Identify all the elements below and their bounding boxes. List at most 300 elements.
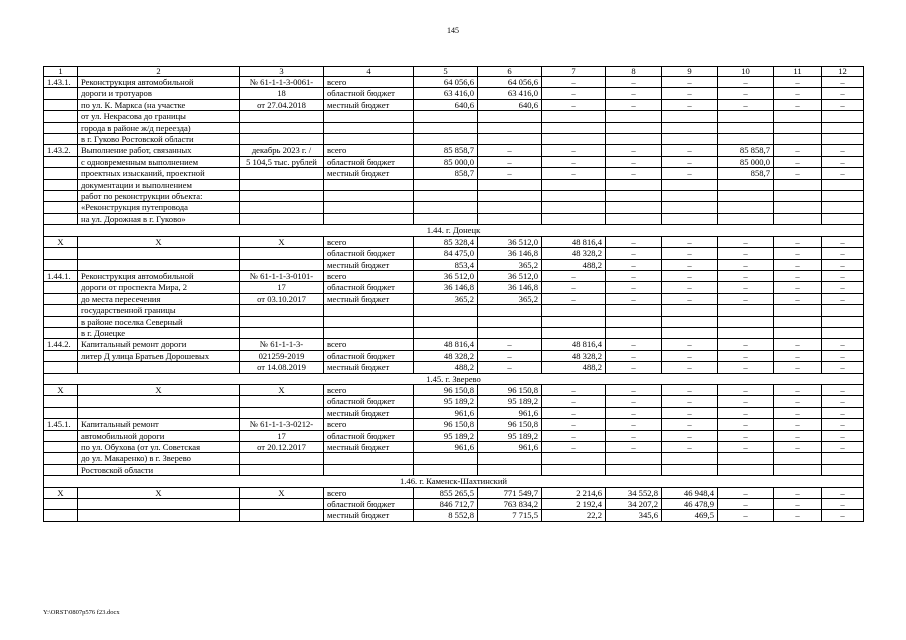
table-cell xyxy=(478,305,542,316)
table-cell: 1.44.1. xyxy=(44,270,78,281)
table-cell xyxy=(542,191,606,202)
table-cell: дороги и тротуаров xyxy=(78,88,240,99)
table-row xyxy=(44,202,864,213)
table-cell: – xyxy=(606,430,662,441)
table-cell xyxy=(774,464,822,475)
budget-table xyxy=(43,66,864,522)
table-cell xyxy=(774,213,822,224)
table-row xyxy=(44,293,864,304)
table-cell: – xyxy=(718,248,774,259)
table-cell xyxy=(78,396,240,407)
table-cell: автомобильной дороги xyxy=(78,430,240,441)
table-cell: – xyxy=(606,99,662,110)
table-cell xyxy=(718,327,774,338)
table-cell xyxy=(44,213,78,224)
table-cell: областной бюджет xyxy=(324,88,414,99)
table-cell: по ул. Обухова (от ул. Советская xyxy=(78,442,240,453)
table-cell: – xyxy=(542,99,606,110)
table-cell xyxy=(324,316,414,327)
table-cell: – xyxy=(478,145,542,156)
table-cell xyxy=(478,191,542,202)
table-cell: 18 xyxy=(240,88,324,99)
table-cell: – xyxy=(718,282,774,293)
table-cell xyxy=(44,362,78,373)
table-cell: местный бюджет xyxy=(324,407,414,418)
table-cell: «Реконструкция путепровода xyxy=(78,202,240,213)
table-cell: от 03.10.2017 xyxy=(240,293,324,304)
table-row xyxy=(44,442,864,453)
table-cell xyxy=(718,191,774,202)
table-cell xyxy=(78,510,240,521)
table-cell: – xyxy=(822,99,864,110)
table-cell xyxy=(774,327,822,338)
table-cell xyxy=(240,510,324,521)
table-cell: всего xyxy=(324,77,414,88)
table-cell: – xyxy=(822,350,864,361)
table-cell xyxy=(324,134,414,145)
table-cell: – xyxy=(662,270,718,281)
table-cell: 96 150,8 xyxy=(414,384,478,395)
table-cell: 34 207,2 xyxy=(606,499,662,510)
table-cell: – xyxy=(542,430,606,441)
table-cell: 5 104,5 тыс. рублей xyxy=(240,156,324,167)
table-cell: – xyxy=(542,407,606,418)
table-cell xyxy=(44,248,78,259)
table-cell: – xyxy=(606,88,662,99)
table-cell: – xyxy=(542,419,606,430)
table-cell: Х xyxy=(44,236,78,247)
table-cell: – xyxy=(478,339,542,350)
table-cell: – xyxy=(774,499,822,510)
table-cell xyxy=(324,179,414,190)
table-cell xyxy=(662,179,718,190)
table-cell: 48 816,4 xyxy=(542,339,606,350)
table-cell xyxy=(44,407,78,418)
table-cell: – xyxy=(822,168,864,179)
table-cell: – xyxy=(822,384,864,395)
table-cell xyxy=(44,464,78,475)
table-cell xyxy=(822,305,864,316)
table-cell xyxy=(606,327,662,338)
table-cell xyxy=(662,305,718,316)
table-row xyxy=(44,327,864,338)
table-cell: – xyxy=(774,259,822,270)
table-cell xyxy=(478,134,542,145)
table-cell: Ростовской области xyxy=(78,464,240,475)
table-cell: 7 715,5 xyxy=(478,510,542,521)
section-heading-row xyxy=(44,225,864,236)
table-cell: 488,2 xyxy=(414,362,478,373)
table-cell xyxy=(240,179,324,190)
table-cell: № 61-1-1-3-0212- xyxy=(240,419,324,430)
table-cell xyxy=(44,88,78,99)
table-cell: – xyxy=(774,487,822,498)
table-cell xyxy=(44,442,78,453)
table-cell: – xyxy=(606,248,662,259)
table-cell: – xyxy=(718,499,774,510)
table-cell: – xyxy=(774,145,822,156)
table-cell: – xyxy=(478,362,542,373)
column-number: 4 xyxy=(324,67,414,77)
table-cell: 96 150,8 xyxy=(478,419,542,430)
table-cell: – xyxy=(606,407,662,418)
table-cell xyxy=(324,202,414,213)
table-cell xyxy=(662,122,718,133)
table-cell: местный бюджет xyxy=(324,442,414,453)
table-cell xyxy=(822,122,864,133)
table-cell: – xyxy=(774,339,822,350)
table-cell xyxy=(478,464,542,475)
table-cell: 17 xyxy=(240,282,324,293)
column-number: 6 xyxy=(478,67,542,77)
table-cell xyxy=(718,122,774,133)
table-cell: 64 056,6 xyxy=(478,77,542,88)
table-cell: – xyxy=(542,77,606,88)
table-cell: – xyxy=(662,293,718,304)
table-cell: – xyxy=(606,156,662,167)
table-cell: – xyxy=(662,248,718,259)
table-cell: – xyxy=(774,248,822,259)
table-cell: – xyxy=(774,407,822,418)
table-cell: – xyxy=(822,282,864,293)
table-cell: 365,2 xyxy=(414,293,478,304)
table-cell: – xyxy=(606,384,662,395)
table-cell xyxy=(44,510,78,521)
table-cell: 63 416,0 xyxy=(414,88,478,99)
table-row xyxy=(44,305,864,316)
table-cell xyxy=(44,179,78,190)
table-cell xyxy=(478,122,542,133)
table-cell: местный бюджет xyxy=(324,259,414,270)
table-cell xyxy=(774,316,822,327)
table-cell: – xyxy=(606,270,662,281)
table-cell: областной бюджет xyxy=(324,248,414,259)
table-cell: от 14.08.2019 xyxy=(240,362,324,373)
table-cell: 36 512,0 xyxy=(414,270,478,281)
table-cell: – xyxy=(774,77,822,88)
table-cell: областной бюджет xyxy=(324,156,414,167)
table-cell: – xyxy=(718,259,774,270)
table-row xyxy=(44,282,864,293)
table-cell xyxy=(822,191,864,202)
table-cell: – xyxy=(774,396,822,407)
table-row xyxy=(44,236,864,247)
table-cell xyxy=(240,396,324,407)
table-cell: в районе поселка Северный xyxy=(78,316,240,327)
table-cell: 1.45.1. xyxy=(44,419,78,430)
table-cell: – xyxy=(718,99,774,110)
table-cell xyxy=(44,202,78,213)
table-cell xyxy=(44,316,78,327)
table-cell: – xyxy=(774,88,822,99)
table-cell: – xyxy=(822,339,864,350)
table-cell xyxy=(718,213,774,224)
table-row xyxy=(44,464,864,475)
table-cell: – xyxy=(662,145,718,156)
table-cell: – xyxy=(822,248,864,259)
table-row xyxy=(44,179,864,190)
table-cell xyxy=(542,316,606,327)
table-cell: по ул. К. Маркса (на участке xyxy=(78,99,240,110)
table-cell: 961,6 xyxy=(478,442,542,453)
table-cell xyxy=(44,396,78,407)
table-cell: – xyxy=(542,270,606,281)
table-cell: Выполнение работ, связанных xyxy=(78,145,240,156)
table-cell: – xyxy=(662,362,718,373)
table-cell: № 61-1-1-3-0101- xyxy=(240,270,324,281)
table-cell: – xyxy=(718,350,774,361)
table-cell xyxy=(44,453,78,464)
table-cell xyxy=(324,191,414,202)
table-cell xyxy=(78,248,240,259)
table-cell: 640,6 xyxy=(478,99,542,110)
table-cell xyxy=(822,464,864,475)
table-cell: – xyxy=(822,156,864,167)
table-cell: 36 146,8 xyxy=(414,282,478,293)
table-cell: – xyxy=(662,282,718,293)
table-cell xyxy=(44,282,78,293)
table-cell: 1.44.2. xyxy=(44,339,78,350)
table-cell: – xyxy=(478,168,542,179)
table-row xyxy=(44,213,864,224)
column-number: 12 xyxy=(822,67,864,77)
table-cell xyxy=(662,111,718,122)
table-cell: – xyxy=(662,77,718,88)
table-row xyxy=(44,270,864,281)
table-cell xyxy=(240,134,324,145)
table-cell: – xyxy=(718,236,774,247)
table-cell: – xyxy=(774,510,822,521)
table-cell: – xyxy=(822,270,864,281)
table-cell: на ул. Дорожная в г. Гуково» xyxy=(78,213,240,224)
table-cell xyxy=(606,464,662,475)
column-number: 3 xyxy=(240,67,324,77)
table-cell: Х xyxy=(78,487,240,498)
table-cell: до ул. Макаренко) в г. Зверево xyxy=(78,453,240,464)
table-cell: 488,2 xyxy=(542,362,606,373)
table-cell: – xyxy=(542,156,606,167)
table-cell xyxy=(324,111,414,122)
table-cell: города в районе ж/д переезда) xyxy=(78,122,240,133)
table-row xyxy=(44,77,864,88)
table-cell xyxy=(324,453,414,464)
table-cell: до места пересечения xyxy=(78,293,240,304)
table-cell xyxy=(414,134,478,145)
table-cell: областной бюджет xyxy=(324,430,414,441)
table-cell: – xyxy=(822,499,864,510)
table-cell: 22,2 xyxy=(542,510,606,521)
table-row xyxy=(44,487,864,498)
table-row xyxy=(44,407,864,418)
table-cell: литер Д улица Братьев Дорошевых xyxy=(78,350,240,361)
table-cell xyxy=(478,327,542,338)
table-cell: – xyxy=(606,442,662,453)
table-cell xyxy=(324,464,414,475)
table-cell: проектных изысканий, проектной xyxy=(78,168,240,179)
table-cell: в г. Гуково Ростовской области xyxy=(78,134,240,145)
table-cell: 345,6 xyxy=(606,510,662,521)
table-cell xyxy=(414,464,478,475)
table-cell xyxy=(662,191,718,202)
table-cell xyxy=(822,202,864,213)
table-cell: 85 000,0 xyxy=(414,156,478,167)
table-cell xyxy=(44,191,78,202)
table-cell: областной бюджет xyxy=(324,396,414,407)
table-cell: – xyxy=(774,430,822,441)
table-cell: работ по реконструкции объекта: xyxy=(78,191,240,202)
table-cell: – xyxy=(542,282,606,293)
table-cell: 95 189,2 xyxy=(478,430,542,441)
table-cell xyxy=(414,179,478,190)
table-cell: – xyxy=(774,282,822,293)
table-cell: – xyxy=(542,88,606,99)
table-cell: 36 512,0 xyxy=(478,236,542,247)
table-cell: Х xyxy=(240,384,324,395)
table-cell: 48 816,4 xyxy=(414,339,478,350)
table-cell: 1.43.1. xyxy=(44,77,78,88)
table-cell: – xyxy=(718,270,774,281)
table-cell: 96 150,8 xyxy=(414,419,478,430)
table-cell: от 27.04.2018 xyxy=(240,99,324,110)
table-cell: – xyxy=(606,350,662,361)
table-cell: 8 552,8 xyxy=(414,510,478,521)
table-cell: 48 328,2 xyxy=(414,350,478,361)
table-cell xyxy=(478,453,542,464)
table-cell xyxy=(718,111,774,122)
table-cell xyxy=(542,134,606,145)
table-cell xyxy=(78,407,240,418)
table-cell xyxy=(414,202,478,213)
table-cell: – xyxy=(718,339,774,350)
table-cell: – xyxy=(774,442,822,453)
column-number: 5 xyxy=(414,67,478,77)
table-cell xyxy=(718,134,774,145)
table-cell: – xyxy=(822,430,864,441)
table-cell: 961,6 xyxy=(478,407,542,418)
table-cell: – xyxy=(774,362,822,373)
table-cell xyxy=(542,179,606,190)
table-cell: 36 146,8 xyxy=(478,282,542,293)
table-cell xyxy=(240,122,324,133)
table-cell: Реконструкция автомобильной xyxy=(78,270,240,281)
table-cell xyxy=(478,179,542,190)
table-row xyxy=(44,134,864,145)
table-cell xyxy=(542,453,606,464)
table-cell xyxy=(414,453,478,464)
table-cell: – xyxy=(718,396,774,407)
table-cell: – xyxy=(606,77,662,88)
table-cell xyxy=(478,213,542,224)
table-cell xyxy=(774,122,822,133)
table-cell xyxy=(78,499,240,510)
table-row xyxy=(44,99,864,110)
table-cell xyxy=(542,202,606,213)
table-row xyxy=(44,248,864,259)
column-number: 10 xyxy=(718,67,774,77)
table-cell: – xyxy=(478,350,542,361)
table-cell xyxy=(414,191,478,202)
table-cell: – xyxy=(822,487,864,498)
table-cell: – xyxy=(718,88,774,99)
table-cell: 36 512,0 xyxy=(478,270,542,281)
table-cell: 853,4 xyxy=(414,259,478,270)
table-cell: всего xyxy=(324,339,414,350)
table-row xyxy=(44,259,864,270)
table-cell: – xyxy=(606,396,662,407)
table-cell: областной бюджет xyxy=(324,282,414,293)
table-cell: всего xyxy=(324,270,414,281)
table-cell: местный бюджет xyxy=(324,362,414,373)
table-cell xyxy=(718,305,774,316)
table-cell: – xyxy=(662,442,718,453)
table-cell: 85 858,7 xyxy=(718,145,774,156)
section-heading: 1.45. г. Зверево xyxy=(44,373,864,384)
table-cell xyxy=(240,111,324,122)
table-cell xyxy=(606,202,662,213)
table-cell xyxy=(606,134,662,145)
table-cell: Х xyxy=(240,236,324,247)
table-cell: от 20.12.2017 xyxy=(240,442,324,453)
table-cell: 640,6 xyxy=(414,99,478,110)
table-cell: Х xyxy=(78,236,240,247)
column-number-header xyxy=(44,67,864,77)
table-cell xyxy=(478,202,542,213)
section-heading-row xyxy=(44,476,864,487)
table-cell xyxy=(44,259,78,270)
table-cell: 46 948,4 xyxy=(662,487,718,498)
table-cell: – xyxy=(822,419,864,430)
table-cell: – xyxy=(662,384,718,395)
table-row xyxy=(44,384,864,395)
table-cell: местный бюджет xyxy=(324,510,414,521)
table-cell xyxy=(606,179,662,190)
table-cell xyxy=(414,111,478,122)
table-cell: – xyxy=(606,339,662,350)
table-cell: – xyxy=(718,293,774,304)
table-cell xyxy=(662,327,718,338)
table-cell: – xyxy=(822,362,864,373)
table-cell xyxy=(774,179,822,190)
table-cell xyxy=(44,499,78,510)
column-number: 9 xyxy=(662,67,718,77)
table-cell: – xyxy=(718,510,774,521)
table-row xyxy=(44,510,864,521)
table-cell: – xyxy=(822,407,864,418)
table-cell: – xyxy=(478,156,542,167)
table-cell: всего xyxy=(324,419,414,430)
table-cell: в г. Донецке xyxy=(78,327,240,338)
page-number: 145 xyxy=(447,26,459,35)
table-cell: 85 858,7 xyxy=(414,145,478,156)
table-cell: – xyxy=(606,282,662,293)
table-cell: – xyxy=(822,396,864,407)
table-cell xyxy=(44,134,78,145)
table-cell: – xyxy=(662,236,718,247)
table-cell: – xyxy=(662,430,718,441)
table-cell: – xyxy=(774,236,822,247)
table-cell xyxy=(718,179,774,190)
table-cell: – xyxy=(774,270,822,281)
table-cell: – xyxy=(718,487,774,498)
table-cell xyxy=(822,134,864,145)
table-row xyxy=(44,316,864,327)
table-cell: – xyxy=(606,293,662,304)
section-heading: 1.44. г. Донецк xyxy=(44,225,864,236)
section-heading-row xyxy=(44,373,864,384)
table-row xyxy=(44,88,864,99)
table-row xyxy=(44,156,864,167)
table-cell xyxy=(44,350,78,361)
